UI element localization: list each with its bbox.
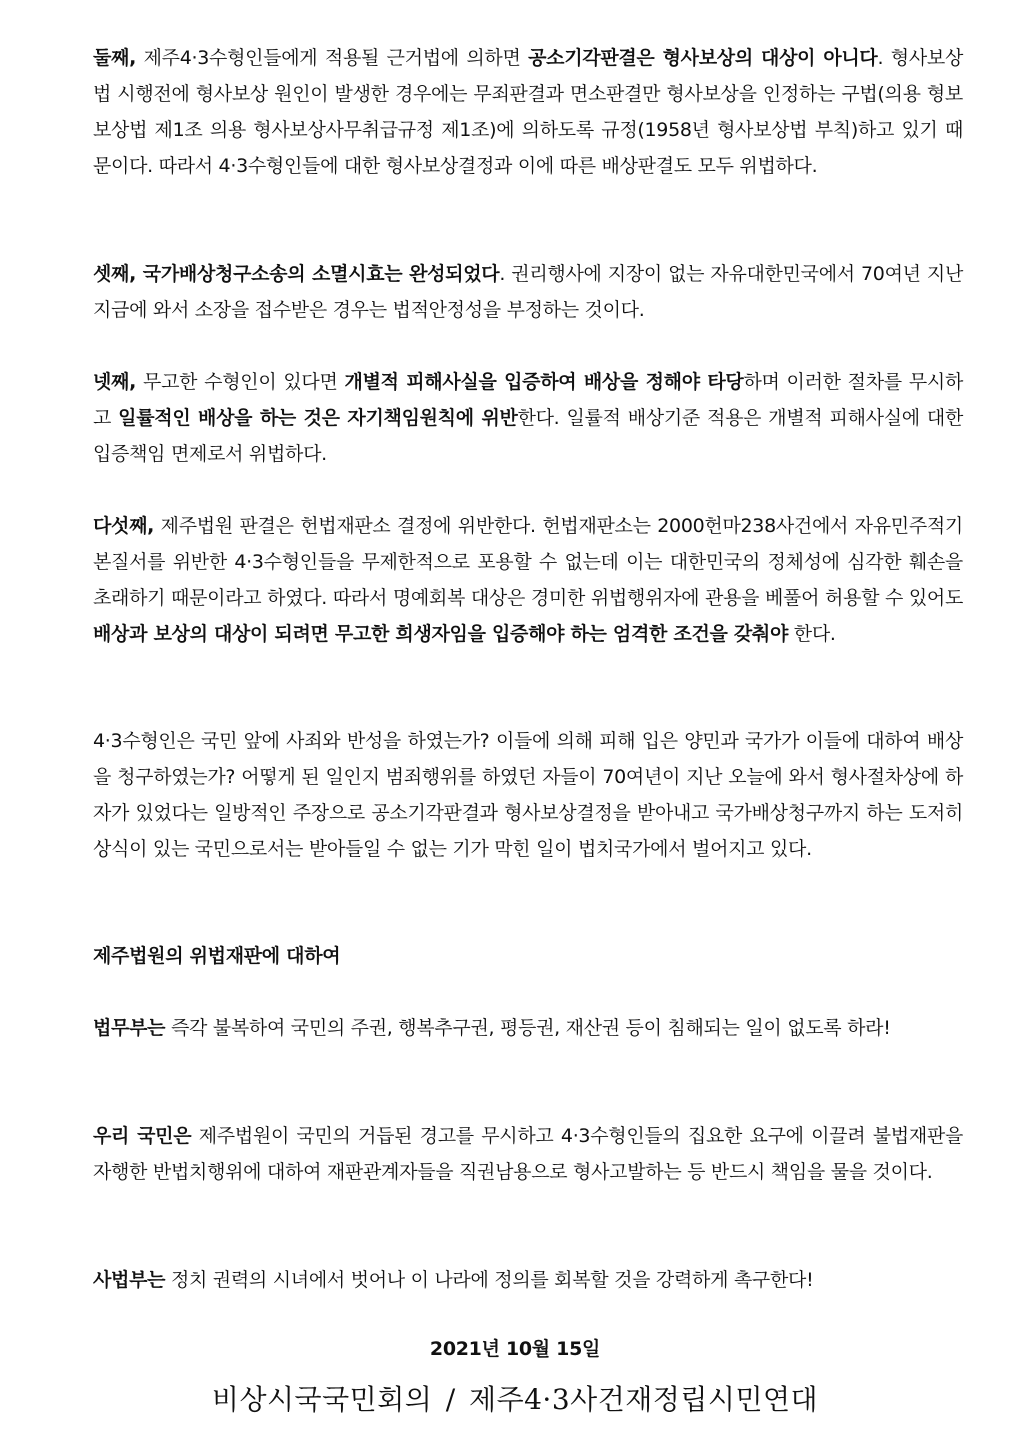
section-heading: 제주법원의 위법재판에 대하여 bbox=[93, 945, 341, 967]
paragraph-third-point: 셋째, 국가배상청구소송의 소멸시효는 완성되었다. 권리행사에 지장이 없는 자유대한민국에서 70여년 지난 지금에 와서 소장을 접수받은 경우는 법적안정성을 부정하는 것이다. bbox=[93, 263, 964, 321]
emphasis-text: 공소기각판결은 형사보상의 대상이 아니다 bbox=[528, 47, 878, 69]
paragraph-fourth-point: 넷째, 무고한 수형인이 있다면 개별적 피해사실을 입증하여 배상을 정해야 타당하며 이러한 절차를 무시하고 일률적인 배상을 하는 것은 자기책임원칙에 위반한다. 일률적 배상기준 적용은 개별적 피해사실에 대한 입증책임 면제로서 위법하다. bbox=[93, 371, 964, 465]
paragraph-summary: 4·3수형인은 국민 앞에 사죄와 반성을 하였는가? 이들에 의해 피해 입은 양민과 국가가 이들에 대하여 배상을 청구하였는가? 어떻게 된 일인지 범죄행위를 하였던 자들이 70여년이 지난 오늘에 와서 형사절차상에 하자가 있었다는 일방적인 주장으로 공소기각판결과 형사보상결정을 받아내고 국가배상청구까지 하는 도저히 상식이 있는 국민으로서는 받아들일 수 없는 기가 막힌 일이 법치국가에서 벌어지고 있다. bbox=[93, 730, 963, 860]
document-date: 2021년 10월 15일 bbox=[429, 1338, 601, 1360]
addressee-label: 사법부는 bbox=[93, 1269, 166, 1291]
paragraph-fifth-point: 다섯째, 제주법원 판결은 헌법재판소 결정에 위반한다. 헌법재판소는 2000헌마238사건에서 자유민주적기본질서를 위반한 4·3수형인들을 무제한적으로 포용할 수 없는데 이는 대한민국의 정체성에 심각한 훼손을 초래하기 때문이라고 하였다. 따라서 명예회복 대상은 경미한 위법행위자에 관용을 베풀어 허용할 수 있어도 배상과 보상의 대상이 되려면 무고한 희생자임을 입증해야 하는 엄격한 조건을 갖춰야 한다. bbox=[93, 515, 963, 645]
emphasis-text: 개별적 피해사실을 입증하여 배상을 정해야 타당 bbox=[344, 371, 744, 393]
point-label: 넷째, bbox=[93, 371, 137, 393]
point-label: 다섯째, bbox=[93, 515, 155, 537]
issuing-organizations: 비상시국국민회의 / 제주4·3사건재정립시민연대 bbox=[211, 1383, 819, 1416]
paragraph-judiciary: 사법부는 정치 권력의 시녀에서 벗어나 이 나라에 정의를 회복할 것을 강력하게 촉구한다! bbox=[93, 1269, 814, 1291]
point-label: 둘째, bbox=[93, 47, 137, 69]
emphasis-text: 일률적인 배상을 하는 것은 자기책임원칙에 위반 bbox=[118, 407, 518, 429]
emphasis-text: 배상과 보상의 대상이 되려면 무고한 희생자임을 입증해야 하는 엄격한 조건을 갖춰야 bbox=[93, 623, 789, 645]
addressee-label: 법무부는 bbox=[93, 1017, 166, 1039]
paragraph-second-point: 둘째, 제주4·3수형인들에게 적용될 근거법에 의하면 공소기각판결은 형사보상의 대상이 아니다. 형사보상법 시행전에 형사보상 원인이 발생한 경우에는 무죄판결과 면소판결만 형사보상을 인정하는 구법(의용 형보보상법 제1조 의용 형사보상사무취급규정 제1조)에 의하도록 규정(1958년 형사보상법 부칙)하고 있기 때문이다. 따라서 4·3수형인들에 대한 형사보상결정과 이에 따른 배상판결도 모두 위법하다. bbox=[93, 47, 963, 177]
emphasis-text: 셋째, 국가배상청구소송의 소멸시효는 완성되었다 bbox=[93, 263, 500, 285]
addressee-label: 우리 국민은 bbox=[93, 1125, 192, 1147]
paragraph-ministry-of-justice: 법무부는 즉각 불복하여 국민의 주권, 행복추구권, 평등권, 재산권 등이 침해되는 일이 없도록 하라! bbox=[93, 1017, 891, 1039]
paragraph-citizens: 우리 국민은 제주법원이 국민의 거듭된 경고를 무시하고 4·3수형인들의 집요한 요구에 이끌려 불법재판을 자행한 반법치행위에 대하여 재판관계자들을 직권남용으로 형사고발하는 등 반드시 책임을 물을 것이다. bbox=[93, 1125, 963, 1183]
